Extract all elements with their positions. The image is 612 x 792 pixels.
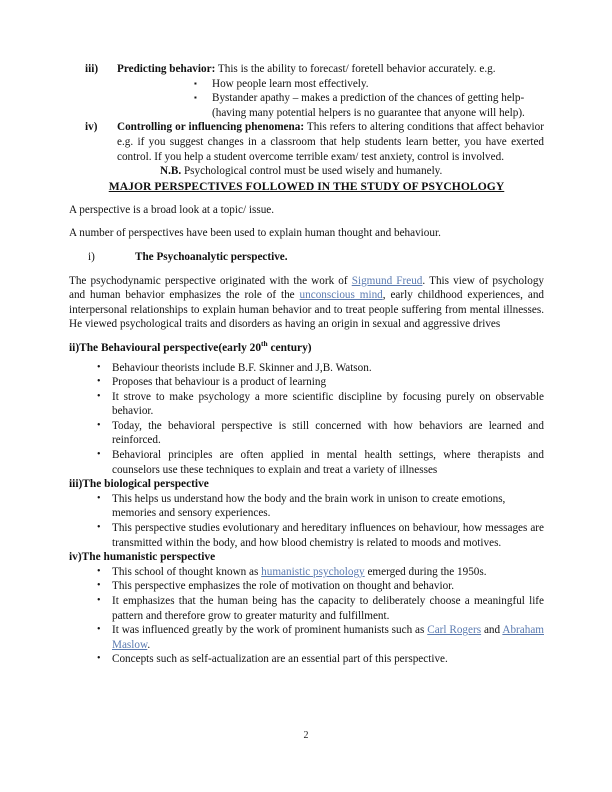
heading-behavioural [69,341,544,356]
list-item-text-part2: and [481,624,503,637]
page-number: 2 [303,730,309,741]
list-marker-iii: iii) [85,63,99,75]
round-bullet-icon: • [97,595,101,606]
note-nb [160,164,544,179]
heading-humanistic-label: The humanistic perspective [81,551,216,564]
list-item-body-controlling: This refers to altering conditions that affect behavior e.g. if you suggest changes in a classroom that help students learn better, you have exerted control. If you help a student overcome terrible exam/ test anxiety, control is involved. [117,121,544,163]
list-item-text-part2: emerged during the 1950s. [364,565,487,578]
bullet-list-biological [69,492,544,550]
intro-line-2: A number of perspectives have been used to explain human thought and behaviour. [69,227,441,240]
list-item-lead-controlling: Controlling or influencing phenomena: [117,121,305,134]
list-item-text-part3: . [147,638,151,651]
heading-behavioural-superscript: th [261,339,268,349]
list-marker-iv-humanistic: iv) [69,551,82,564]
intro-line-1: A perspective is a broad look at a topic/ issue. [69,203,275,216]
list-marker-i: i) [88,250,95,263]
round-bullet-icon: • [97,565,101,577]
list-item [97,623,544,652]
list-item-label: Concepts such as self-actualization are an essential part of this perspective. [112,653,448,666]
square-bullet-icon: ▪ [194,78,197,88]
link-humanistic-psychology[interactable]: humanistic psychology [261,565,365,578]
list-item [97,594,544,623]
heading-psychoanalytic [69,250,544,265]
list-item [97,375,544,390]
bullet-list-humanistic [69,565,544,667]
list-item [97,492,544,521]
round-bullet-icon: • [97,361,101,373]
list-item-predicting-behavior [85,62,544,77]
heading-psychoanalytic-label: The Psychoanalytic perspective. [135,250,288,263]
list-item [97,390,544,419]
list-marker-ii: ii) [69,341,80,354]
heading-biological [69,477,544,492]
link-abraham-maslow[interactable]: Abraham Maslow [112,624,544,651]
list-item-label: Proposes that behaviour is a product of learning [112,376,327,389]
list-item-text-part1: This school of thought known as [112,565,262,578]
round-bullet-icon: • [97,449,101,461]
list-item-label: Today, the behavioral perspective is still concerned with how behaviors are learned and reinforced. [112,419,544,447]
round-bullet-icon: • [97,522,101,534]
paragraph-text-part3: , early childhood experiences, and interpersonal relationships to explain human behavior and to treat people suffering from mental illnesses. He viewed psychological traits and disorders as having an origin in sexual and aggressive drives [69,289,545,331]
round-bullet-icon: • [97,580,101,592]
paragraph-text-part2: . This view of psychology and human behavior emphasizes the role of the [69,274,545,302]
heading-behavioural-part1: The Behavioural perspective(early 20 [79,341,262,354]
list-item-label: This perspective studies evolutionary and hereditary influences on behaviour, how messages are transmitted within the body, and how blood chemistry is related to moods and motives. [112,522,544,549]
heading-behavioural-part2: century) [267,341,312,354]
list-item [194,91,544,120]
list-item-controlling-phenomena [85,120,544,164]
link-unconscious-mind[interactable]: unconscious mind [299,289,383,302]
list-item [194,77,544,92]
nb-text: Psychological control must be used wisely and humanely. [181,165,443,178]
list-item-label: This perspective emphasizes the role of motivation on thought and behavior. [112,580,455,593]
list-item-lead-predicting: Predicting behavior: [117,63,216,75]
round-bullet-icon: • [97,492,101,504]
heading-humanistic [69,550,544,565]
round-bullet-icon: • [97,390,101,402]
link-carl-rogers[interactable]: Carl Rogers [427,624,482,637]
list-item [97,521,544,550]
round-bullet-icon: • [97,653,101,665]
heading-biological-label: The biological perspective [82,478,209,491]
round-bullet-icon: • [97,376,101,388]
list-item [97,565,544,580]
square-bullet-icon: ▪ [194,93,197,103]
round-bullet-icon: • [97,624,101,636]
sub-bullet-list-predicting [69,77,544,121]
list-item-label: Behaviour theorists include B.F. Skinner and J,B. Watson. [112,361,372,374]
list-item-label: It emphasizes that the human being has the capacity to deliberately choose a meaningful life pattern and therefore grow to greater maturity and fulfillment. [112,595,544,622]
list-marker-iv: iv) [85,121,98,134]
bullet-list-behavioural [69,361,544,478]
list-item-label: Behavioral principles are often applied in mental health settings, where therapists and counselors use these techniques to explain and treat a variety of illnesses [112,449,544,476]
list-item [97,361,544,376]
list-item [97,419,544,448]
round-bullet-icon: • [97,419,101,431]
list-marker-iii-biological: iii) [69,478,83,491]
list-item-body-predicting: This is the ability to forecast/ foretell behavior accurately. e.g. [215,63,496,75]
paragraph-text-part1: The psychodynamic perspective originated with the work of [69,274,352,287]
link-sigmund-freud[interactable]: Sigmund Freud [351,274,423,287]
list-item [97,448,544,477]
list-item-text-part1: It was influenced greatly by the work of prominent humanists such as [112,624,428,637]
list-item-label: This helps us understand how the body and the brain work in unison to create emotions, memories and sensory experiences. [112,492,506,520]
page-title: MAJOR PERSPECTIVES FOLLOWED IN THE STUDY OF PSYCHOLOGY [108,179,505,193]
list-item-label: Bystander apathy – makes a prediction of the chances of getting help- (having many potential helpers is no guarantee that anyone will help). [212,92,525,119]
nb-label: N.B. [160,165,182,178]
list-item [97,579,544,594]
list-item-label: How people learn most effectively. [212,77,369,90]
document-body [69,62,544,667]
list-item [97,652,544,667]
paragraph-psychodynamic [69,274,544,332]
list-item-label: It strove to make psychology a more scientific discipline by focusing purely on observable behavior. [112,390,544,418]
